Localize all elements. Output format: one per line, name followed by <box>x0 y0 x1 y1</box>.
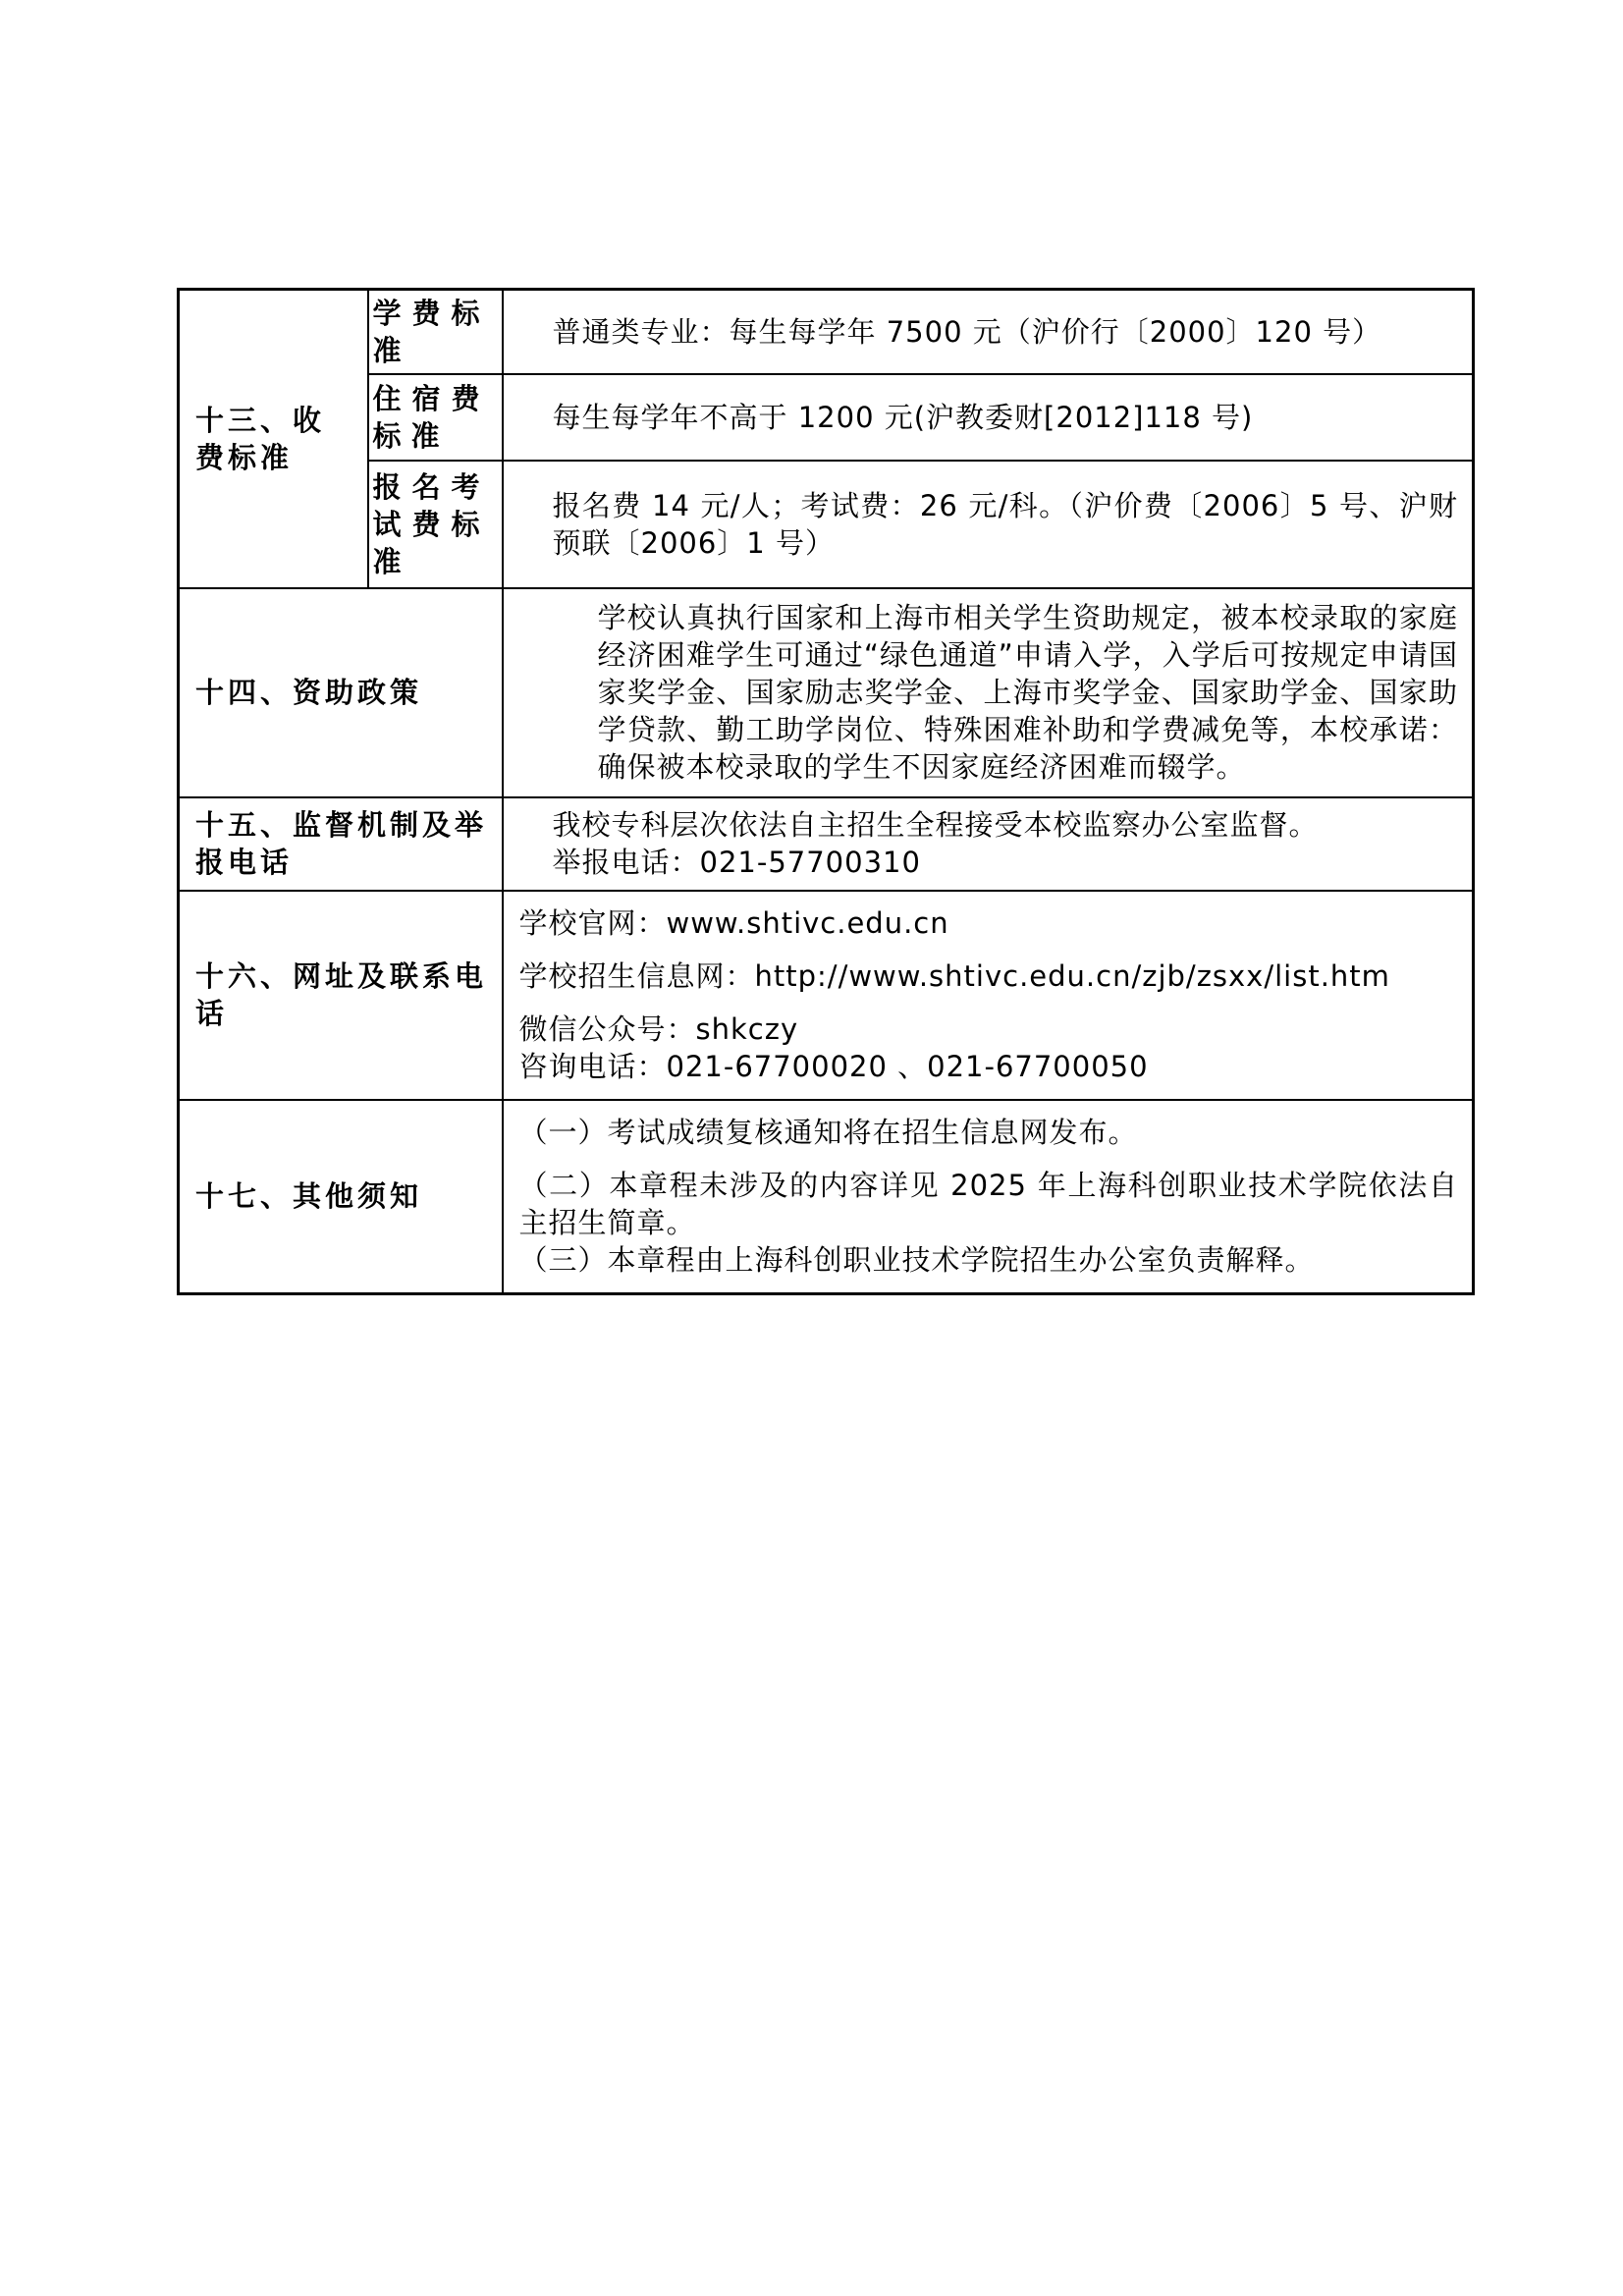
table-row <box>179 891 1474 1100</box>
note-item-2: （二）本章程未涉及的内容详见 2025 年上海科创职业技术学院依法自主招生简章。 <box>518 1169 1458 1240</box>
tuition-value: 普通类专业：每生每学年 7500 元（沪价行〔2000〕120 号） <box>552 314 1382 349</box>
table-row <box>179 797 1474 891</box>
school-website-link[interactable]: 学校官网：www.shtivc.edu.cn <box>518 906 949 940</box>
tuition-label: 学费标准 <box>368 290 503 374</box>
report-phone: 举报电话：021-57700310 <box>552 846 921 879</box>
aid-value: 学校认真执行国家和上海市相关学生资助规定，被本校录取的家庭经济困难学生可通过“绿色通道”申请入学，入学后可按规定申请国家奖学金、国家励志奖学金、上海市奖学金、国家助学金、国家助学贷款、勤工助学岗位、特殊困难补助和学费减免等，本校承诺：确保被本校录取的学生不因家庭经济困难而辍学。 <box>597 601 1458 784</box>
supervision-text <box>503 797 1474 891</box>
table-row <box>179 374 1474 461</box>
admissions-charter-table <box>177 288 1475 1295</box>
table-row <box>179 1100 1474 1294</box>
wechat-account: 微信公众号：shkczy <box>518 1012 799 1046</box>
notes-section-label: 十七、其他须知 <box>179 1100 503 1294</box>
fees-section-label: 十三、收费标准 <box>179 290 368 588</box>
accommodation-label: 住宿费标准 <box>368 374 503 461</box>
consult-phone: 咨询电话：021-67700020 、021-67700050 <box>518 1050 1149 1083</box>
aid-text <box>503 588 1474 797</box>
exam-fee-label: 报名考试费标准 <box>368 461 503 588</box>
tuition-text <box>503 290 1474 374</box>
note-item-1: （一）考试成绩复核通知将在招生信息网发布。 <box>518 1116 1138 1150</box>
table-row <box>179 290 1474 374</box>
contact-text <box>503 891 1474 1100</box>
accommodation-text <box>503 374 1474 461</box>
exam-fee-text <box>503 461 1474 588</box>
note-item-3: （三）本章程由上海科创职业技术学院招生办公室负责解释。 <box>518 1243 1315 1278</box>
notes-text <box>503 1100 1474 1294</box>
table-row <box>179 588 1474 797</box>
exam-fee-value: 报名费 14 元/人；考试费：26 元/科。（沪价费〔2006〕5 号、沪财预联〔2006〕1 号） <box>552 488 1458 560</box>
accommodation-value: 每生每学年不高于 1200 元(沪教委财[2012]118 号) <box>552 400 1254 434</box>
aid-section-label: 十四、资助政策 <box>179 588 503 797</box>
supervision-statement: 我校专科层次依法自主招生全程接受本校监察办公室监督。 <box>552 808 1319 842</box>
table-row <box>179 461 1474 588</box>
contact-section-label: 十六、网址及联系电话 <box>179 891 503 1100</box>
admissions-site-link[interactable]: 学校招生信息网：http://www.shtivc.edu.cn/zjb/zsxx/list.htm <box>518 959 1390 993</box>
supervision-section-label: 十五、监督机制及举报电话 <box>179 797 503 891</box>
